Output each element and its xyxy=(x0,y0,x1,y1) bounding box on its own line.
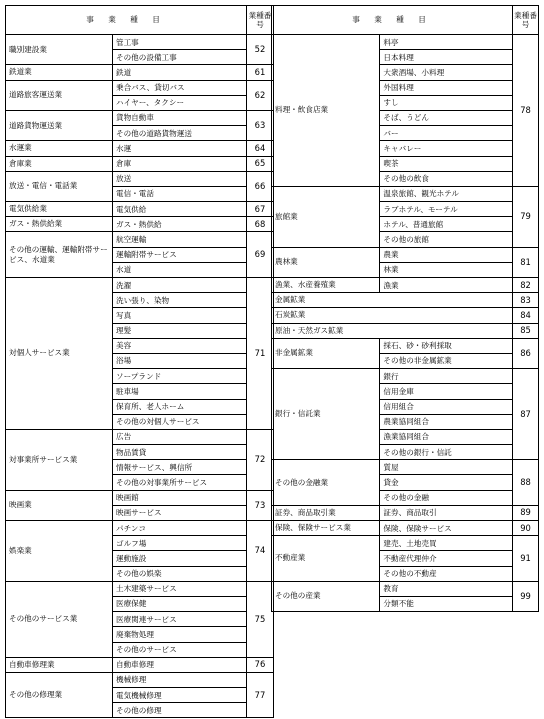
industry-name: 鉄道業 xyxy=(6,65,113,80)
industry-code: 78 xyxy=(513,35,539,187)
industry-code: 64 xyxy=(247,141,274,156)
industry-subcategory: 料亭 xyxy=(380,35,513,50)
industry-subcategory: その他の修理 xyxy=(113,703,247,718)
industry-subcategory: ホテル、普通旅館 xyxy=(380,217,513,232)
industry-subcategory: 放送 xyxy=(113,171,247,186)
industry-subcategory: ハイヤー、タクシー xyxy=(113,95,247,110)
table-row xyxy=(272,521,539,536)
industry-subcategory: 乗合バス、貸切バス xyxy=(113,80,247,95)
industry-name: 保険、保険サービス業 xyxy=(272,521,380,536)
industry-subcategory: その他の飲食 xyxy=(380,171,513,186)
industry-subcategory: ゴルフ場 xyxy=(113,536,247,551)
industry-name: 映画業 xyxy=(6,490,113,520)
code-header: 業種番号 xyxy=(513,6,539,35)
industry-code: 52 xyxy=(247,35,274,65)
industry-subcategory: 喫茶 xyxy=(380,156,513,171)
industry-code: 65 xyxy=(247,156,274,171)
table-row xyxy=(272,460,539,475)
industry-subcategory: 水運 xyxy=(113,141,247,156)
code-header: 業種番号 xyxy=(247,6,274,35)
table-row xyxy=(6,521,274,536)
industry-name: 証券、商品取引業 xyxy=(272,505,380,520)
industry-subcategory: その他のサービス xyxy=(113,642,247,657)
industry-subcategory: 管工事 xyxy=(113,35,247,50)
industry-name: その他の金融業 xyxy=(272,460,380,506)
table-row xyxy=(272,308,539,323)
industry-code: 74 xyxy=(247,521,274,582)
industry-code: 63 xyxy=(247,110,274,140)
industry-subcategory: 広告 xyxy=(113,429,247,444)
table-row xyxy=(6,490,274,505)
left-column xyxy=(5,5,274,718)
industry-subcategory: 漁業協同組合 xyxy=(380,429,513,444)
industry-name: 石炭鉱業 xyxy=(272,308,513,323)
industry-subcategory: その他の金融 xyxy=(380,490,513,505)
industry-subcategory: 保育所、老人ホーム xyxy=(113,399,247,414)
industry-subcategory: その他の非金属鉱業 xyxy=(380,353,513,368)
industry-name: 職別建設業 xyxy=(6,35,113,65)
table-row xyxy=(6,80,274,95)
industry-name: 対事業所サービス業 xyxy=(6,429,113,490)
industry-subcategory: 採石、砂・砂利採取 xyxy=(380,338,513,353)
right-table xyxy=(271,5,539,612)
industry-code: 61 xyxy=(247,65,274,80)
industry-subcategory: 漁業 xyxy=(380,278,513,293)
industry-code: 62 xyxy=(247,80,274,110)
industry-code: 68 xyxy=(247,217,274,232)
right-header-row xyxy=(272,6,539,35)
industry-subcategory: ガス・熱供給 xyxy=(113,217,247,232)
industry-code: 89 xyxy=(513,505,539,520)
industry-subcategory: 貨物自動車 xyxy=(113,110,247,125)
industry-code: 69 xyxy=(247,232,274,278)
table-row xyxy=(272,369,539,384)
industry-subcategory: 美容 xyxy=(113,338,247,353)
industry-subcategory: 浴場 xyxy=(113,353,247,368)
industry-code: 82 xyxy=(513,278,539,293)
industry-name: 道路旅客運送業 xyxy=(6,80,113,110)
industry-subcategory: すし xyxy=(380,95,513,110)
industry-name: 金属鉱業 xyxy=(272,293,513,308)
category-header: 事 業 種 目 xyxy=(6,6,247,35)
industry-name: 放送・電信・電話業 xyxy=(6,171,113,201)
industry-subcategory: ラブホテル、モーテル xyxy=(380,202,513,217)
table-row xyxy=(272,35,539,50)
industry-name: 道路貨物運送業 xyxy=(6,110,113,140)
industry-subcategory: ソープランド xyxy=(113,369,247,384)
table-row xyxy=(6,141,274,156)
industry-subcategory: 証券、商品取引 xyxy=(380,505,513,520)
table-row xyxy=(272,338,539,353)
industry-name: 倉庫業 xyxy=(6,156,113,171)
industry-subcategory: キャバレー xyxy=(380,141,513,156)
industry-name: その他の産業 xyxy=(272,581,380,611)
table-row xyxy=(272,278,539,293)
industry-name: 自動車修理業 xyxy=(6,657,113,672)
table-row xyxy=(6,110,274,125)
industry-subcategory: 理髪 xyxy=(113,323,247,338)
industry-code: 67 xyxy=(247,202,274,217)
table-row xyxy=(6,65,274,80)
industry-code: 72 xyxy=(247,429,274,490)
industry-subcategory: 保険、保険サービス xyxy=(380,521,513,536)
industry-subcategory: 水道 xyxy=(113,262,247,277)
industry-name: その他の運輸、運輸附帯サービス、水道業 xyxy=(6,232,113,278)
table-row xyxy=(272,581,539,596)
table-row xyxy=(6,278,274,293)
table-row xyxy=(272,323,539,338)
table-row xyxy=(272,293,539,308)
industry-name: 農林業 xyxy=(272,247,380,277)
table-row xyxy=(6,202,274,217)
industry-subcategory: 不動産代理仲介 xyxy=(380,551,513,566)
industry-name: 旅館業 xyxy=(272,186,380,247)
industry-name: 料理・飲食店業 xyxy=(272,35,380,187)
industry-subcategory: その他の不動産 xyxy=(380,566,513,581)
industry-name: 銀行・信託業 xyxy=(272,369,380,460)
industry-code: 91 xyxy=(513,536,539,582)
industry-subcategory: 洗濯 xyxy=(113,278,247,293)
table-row xyxy=(6,232,274,247)
industry-subcategory: 廃棄物処理 xyxy=(113,627,247,642)
industry-subcategory: 貸金 xyxy=(380,475,513,490)
industry-subcategory: 信用金庫 xyxy=(380,384,513,399)
table-row xyxy=(6,35,274,50)
industry-code: 73 xyxy=(247,490,274,520)
industry-subcategory: 質屋 xyxy=(380,460,513,475)
industry-subcategory: 電信・電話 xyxy=(113,186,247,201)
industry-subcategory: 教育 xyxy=(380,581,513,596)
industry-name: 対個人サービス業 xyxy=(6,278,113,430)
industry-name: その他のサービス業 xyxy=(6,581,113,657)
industry-subcategory: 運動施設 xyxy=(113,551,247,566)
industry-name: 水運業 xyxy=(6,141,113,156)
industry-code: 90 xyxy=(513,521,539,536)
industry-code: 99 xyxy=(513,581,539,611)
industry-code: 75 xyxy=(247,581,274,657)
industry-subcategory: 医療保健 xyxy=(113,596,247,611)
industry-code: 77 xyxy=(247,672,274,718)
table-row xyxy=(272,505,539,520)
industry-subcategory: 洗い張り、染物 xyxy=(113,293,247,308)
industry-code: 87 xyxy=(513,369,539,460)
industry-code: 76 xyxy=(247,657,274,672)
industry-subcategory: 情報サービス、興信所 xyxy=(113,460,247,475)
table-row xyxy=(6,156,274,171)
table-row xyxy=(6,657,274,672)
industry-subcategory: そば、うどん xyxy=(380,110,513,125)
industry-name: 原油・天然ガス鉱業 xyxy=(272,323,513,338)
industry-code: 66 xyxy=(247,171,274,201)
industry-code: 79 xyxy=(513,186,539,247)
industry-subcategory: 航空運輸 xyxy=(113,232,247,247)
industry-name: 非金属鉱業 xyxy=(272,338,380,368)
industry-subcategory: 農業 xyxy=(380,247,513,262)
industry-code: 83 xyxy=(513,293,539,308)
industry-name: 娯楽業 xyxy=(6,521,113,582)
industry-subcategory: 土木建築サービス xyxy=(113,581,247,596)
table-row xyxy=(272,186,539,201)
industry-code: 85 xyxy=(513,323,539,338)
industry-name: 電気供給業 xyxy=(6,202,113,217)
industry-subcategory: 自動車修理 xyxy=(113,657,247,672)
industry-subcategory: 建売、土地売買 xyxy=(380,536,513,551)
industry-subcategory: 電気機械修理 xyxy=(113,688,247,703)
industry-subcategory: その他の設備工事 xyxy=(113,50,247,65)
industry-code: 88 xyxy=(513,460,539,506)
industry-subcategory: その他の旅館 xyxy=(380,232,513,247)
table-row xyxy=(272,247,539,262)
table-row xyxy=(6,429,274,444)
industry-subcategory: 映画サービス xyxy=(113,505,247,520)
industry-subcategory: 銀行 xyxy=(380,369,513,384)
industry-subcategory: 駐車場 xyxy=(113,384,247,399)
industry-subcategory: 写真 xyxy=(113,308,247,323)
industry-name: 漁業、水産養殖業 xyxy=(272,278,380,293)
industry-subcategory: その他の対事業所サービス xyxy=(113,475,247,490)
table-row xyxy=(6,581,274,596)
right-column xyxy=(271,5,539,612)
industry-name: ガス・熱供給業 xyxy=(6,217,113,232)
industry-subcategory: 鉄道 xyxy=(113,65,247,80)
left-header-row xyxy=(6,6,274,35)
industry-subcategory: 外国料理 xyxy=(380,80,513,95)
left-table xyxy=(5,5,274,718)
table-row xyxy=(6,171,274,186)
industry-subcategory: その他の道路貨物運送 xyxy=(113,126,247,141)
industry-code: 71 xyxy=(247,278,274,430)
industry-name: 不動産業 xyxy=(272,536,380,582)
industry-subcategory: 医療関連サービス xyxy=(113,612,247,627)
category-header: 事 業 種 目 xyxy=(272,6,513,35)
table-row xyxy=(6,672,274,687)
industry-subcategory: 倉庫 xyxy=(113,156,247,171)
industry-subcategory: 物品賃貸 xyxy=(113,445,247,460)
industry-subcategory: バー xyxy=(380,126,513,141)
industry-subcategory: その他の対個人サービス xyxy=(113,414,247,429)
industry-subcategory: 林業 xyxy=(380,262,513,277)
industry-subcategory: 大衆酒場、小料理 xyxy=(380,65,513,80)
industry-subcategory: 農業協同組合 xyxy=(380,414,513,429)
industry-subcategory: 日本料理 xyxy=(380,50,513,65)
industry-subcategory: 運輸附帯サービス xyxy=(113,247,247,262)
industry-subcategory: その他の銀行・信託 xyxy=(380,445,513,460)
industry-subcategory: 機械修理 xyxy=(113,672,247,687)
industry-subcategory: 信用組合 xyxy=(380,399,513,414)
table-row xyxy=(6,217,274,232)
industry-code: 84 xyxy=(513,308,539,323)
industry-subcategory: パチンコ xyxy=(113,521,247,536)
industry-subcategory: 温泉旅館、観光ホテル xyxy=(380,186,513,201)
industry-subcategory: 分類不能 xyxy=(380,596,513,611)
industry-name: その他の修理業 xyxy=(6,672,113,718)
industry-code: 86 xyxy=(513,338,539,368)
industry-subcategory: 映画館 xyxy=(113,490,247,505)
industry-subcategory: 電気供給 xyxy=(113,202,247,217)
industry-code: 81 xyxy=(513,247,539,277)
table-row xyxy=(272,536,539,551)
industry-subcategory: その他の娯楽 xyxy=(113,566,247,581)
